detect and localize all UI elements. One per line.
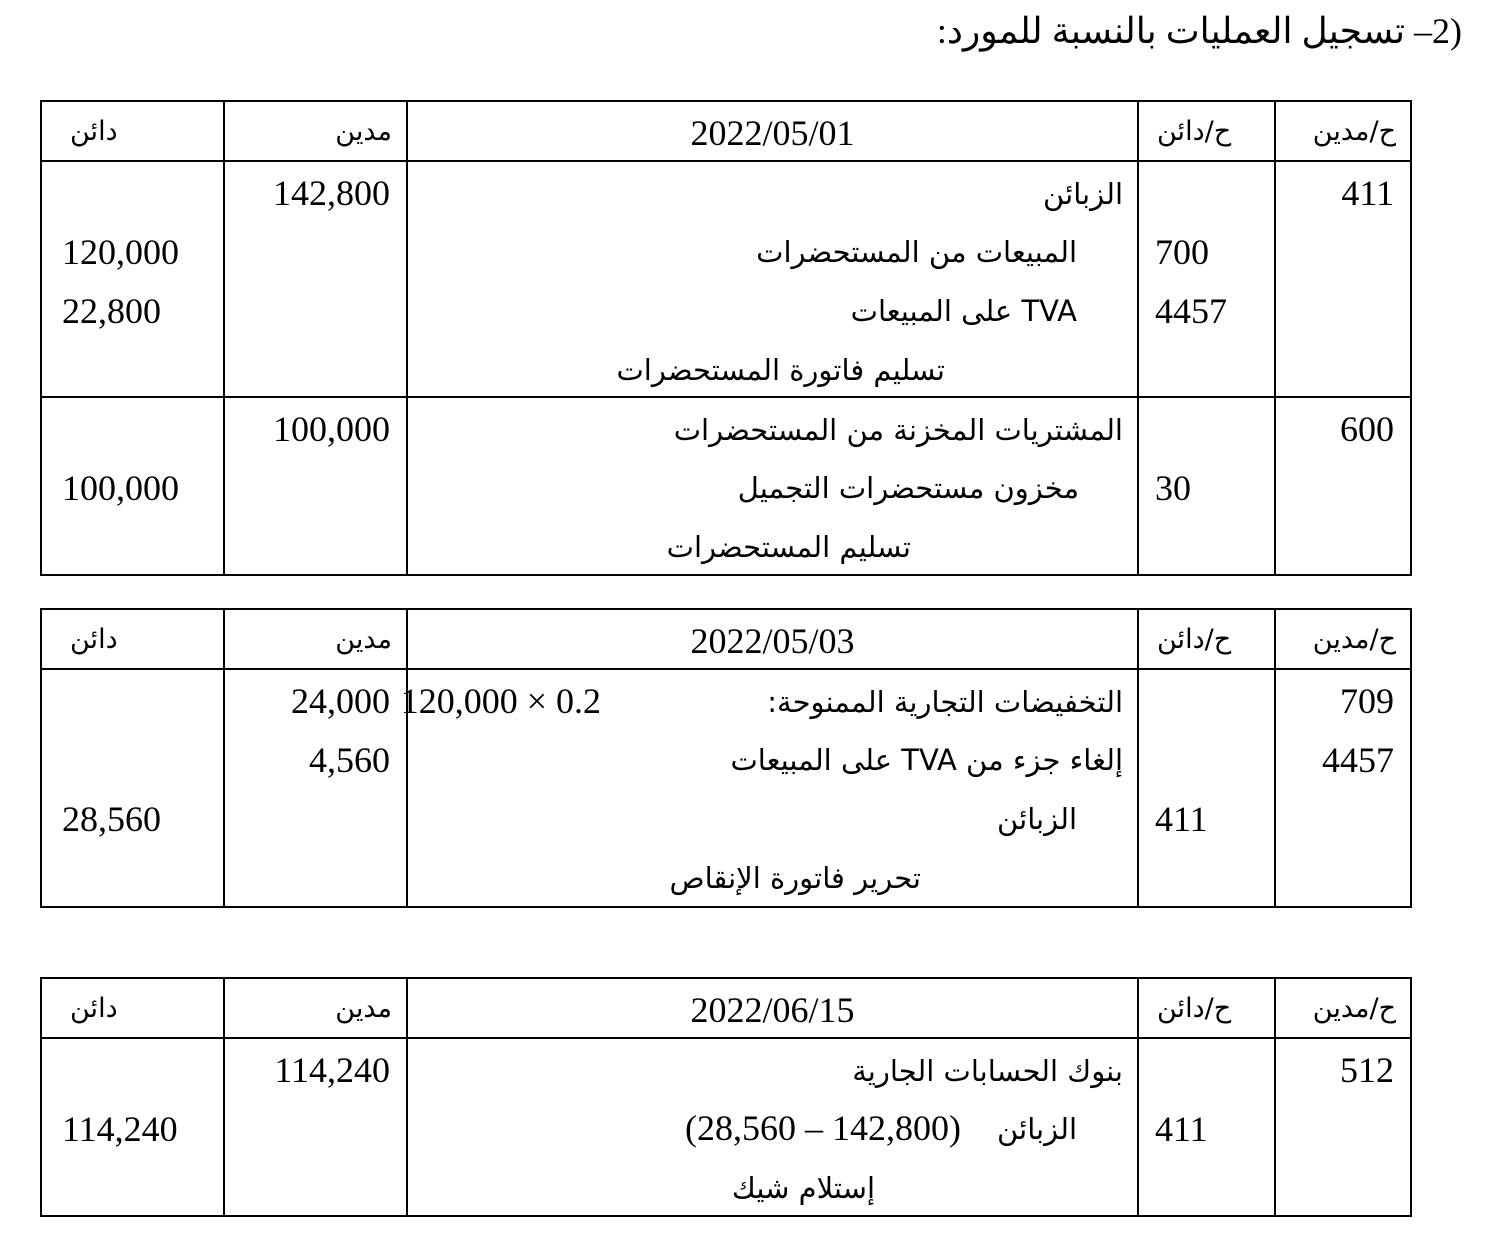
date-header: 2022/05/01 xyxy=(407,101,1138,161)
debit-account-cell xyxy=(1275,1038,1411,1216)
table-header-row xyxy=(41,101,1411,161)
debit-account-header: ح/مدين xyxy=(1275,101,1411,161)
credit-amount: 28,560 xyxy=(62,799,161,839)
debit-amount: 4,560 xyxy=(309,740,390,780)
description-line: مخزون مستحضرات التجميل xyxy=(737,471,1079,505)
debit-account: 600 xyxy=(1340,409,1394,449)
description-line: إستلام شيك xyxy=(731,1171,875,1205)
debit-account-cell xyxy=(1275,669,1411,907)
debit-cell xyxy=(224,1038,407,1216)
credit-account-header: ح/دائن xyxy=(1138,609,1275,669)
debit-account-cell xyxy=(1275,161,1411,397)
journal-entry-row xyxy=(41,669,1411,907)
credit-cell xyxy=(41,397,224,575)
description-cell xyxy=(400,669,1138,907)
debit-amount: 114,240 xyxy=(274,1050,390,1090)
credit-account: 700 xyxy=(1155,232,1209,272)
credit-cell xyxy=(41,1038,224,1216)
credit-amount: 22,800 xyxy=(62,291,161,331)
credit-account-header: ح/دائن xyxy=(1138,101,1275,161)
debit-amount: 142,800 xyxy=(273,173,390,213)
debit-account-header: ح/مدين xyxy=(1275,978,1411,1038)
credit-header: دائن xyxy=(41,101,224,161)
debit-account: 512 xyxy=(1340,1050,1394,1090)
description-line: بنوك الحسابات الجارية xyxy=(852,1054,1123,1088)
date-header: 2022/05/03 xyxy=(407,609,1138,669)
credit-cell xyxy=(41,669,224,907)
description-line: المبيعات من المستحضرات xyxy=(756,235,1077,269)
section-heading xyxy=(937,10,1462,52)
credit-cell xyxy=(41,161,224,397)
debit-header: مدين xyxy=(224,978,407,1038)
credit-header: دائن xyxy=(41,609,224,669)
credit-account: 4457 xyxy=(1155,291,1227,331)
credit-account-header: ح/دائن xyxy=(1138,978,1275,1038)
calculation-expression: (28,560 – 142,800) xyxy=(685,1108,961,1148)
credit-account-cell xyxy=(1138,161,1275,397)
debit-header: مدين xyxy=(224,101,407,161)
debit-account-cell xyxy=(1275,397,1411,575)
credit-amount: 100,000 xyxy=(62,468,179,508)
section-number: 2) xyxy=(1432,11,1462,51)
date-header: 2022/06/15 xyxy=(407,978,1138,1038)
description-line: TVA على المبيعات xyxy=(850,294,1077,328)
description-line: الزبائن xyxy=(997,802,1077,836)
debit-cell xyxy=(224,161,407,397)
credit-account: 411 xyxy=(1155,1109,1208,1149)
debit-account: 4457 xyxy=(1322,740,1394,780)
credit-amount: 120,000 xyxy=(62,232,179,272)
journal-table-1 xyxy=(40,100,1412,576)
description-cell xyxy=(407,397,1138,575)
debit-amount: 24,000 xyxy=(291,681,390,721)
credit-amount: 114,240 xyxy=(62,1109,178,1149)
table-header-row xyxy=(41,978,1411,1038)
debit-cell xyxy=(224,397,407,575)
credit-header: دائن xyxy=(41,978,224,1038)
credit-account-cell xyxy=(1138,1038,1275,1216)
credit-account: 411 xyxy=(1155,799,1208,839)
description-line: التخفيضات التجارية الممنوحة: xyxy=(767,685,1123,719)
journal-table-3 xyxy=(40,977,1412,1217)
description-cell xyxy=(407,1038,1138,1216)
description-line: الزبائن xyxy=(997,1112,1077,1146)
description-line: تحرير فاتورة الإنقاص xyxy=(669,861,921,895)
table-header-row xyxy=(41,609,1411,669)
description-line: تسليم فاتورة المستحضرات xyxy=(616,353,945,387)
description-line: الزبائن xyxy=(1043,177,1123,211)
debit-account: 411 xyxy=(1341,173,1394,213)
description-line: تسليم المستحضرات xyxy=(666,530,911,564)
journal-table-2 xyxy=(40,608,1412,908)
journal-entry-row xyxy=(41,1038,1411,1216)
calculation-expression: 120,000 × 0.2 xyxy=(400,681,601,721)
description-line: إلغاء جزء من TVA على المبيعات xyxy=(730,743,1123,777)
credit-account-cell xyxy=(1138,397,1275,575)
debit-account-header: ح/مدين xyxy=(1275,609,1411,669)
journal-entry-row xyxy=(41,397,1411,575)
journal-entry-row xyxy=(41,161,1411,397)
credit-account-cell xyxy=(1138,669,1275,907)
debit-account: 709 xyxy=(1340,681,1394,721)
description-cell xyxy=(407,161,1138,397)
debit-amount: 100,000 xyxy=(273,409,390,449)
debit-cell xyxy=(224,669,407,907)
description-line: المشتريات المخزنة من المستحضرات xyxy=(673,413,1123,447)
credit-account: 30 xyxy=(1155,468,1191,508)
section-title: – تسجيل العمليات بالنسبة للمورد: xyxy=(936,11,1432,51)
debit-header: مدين xyxy=(224,609,407,669)
